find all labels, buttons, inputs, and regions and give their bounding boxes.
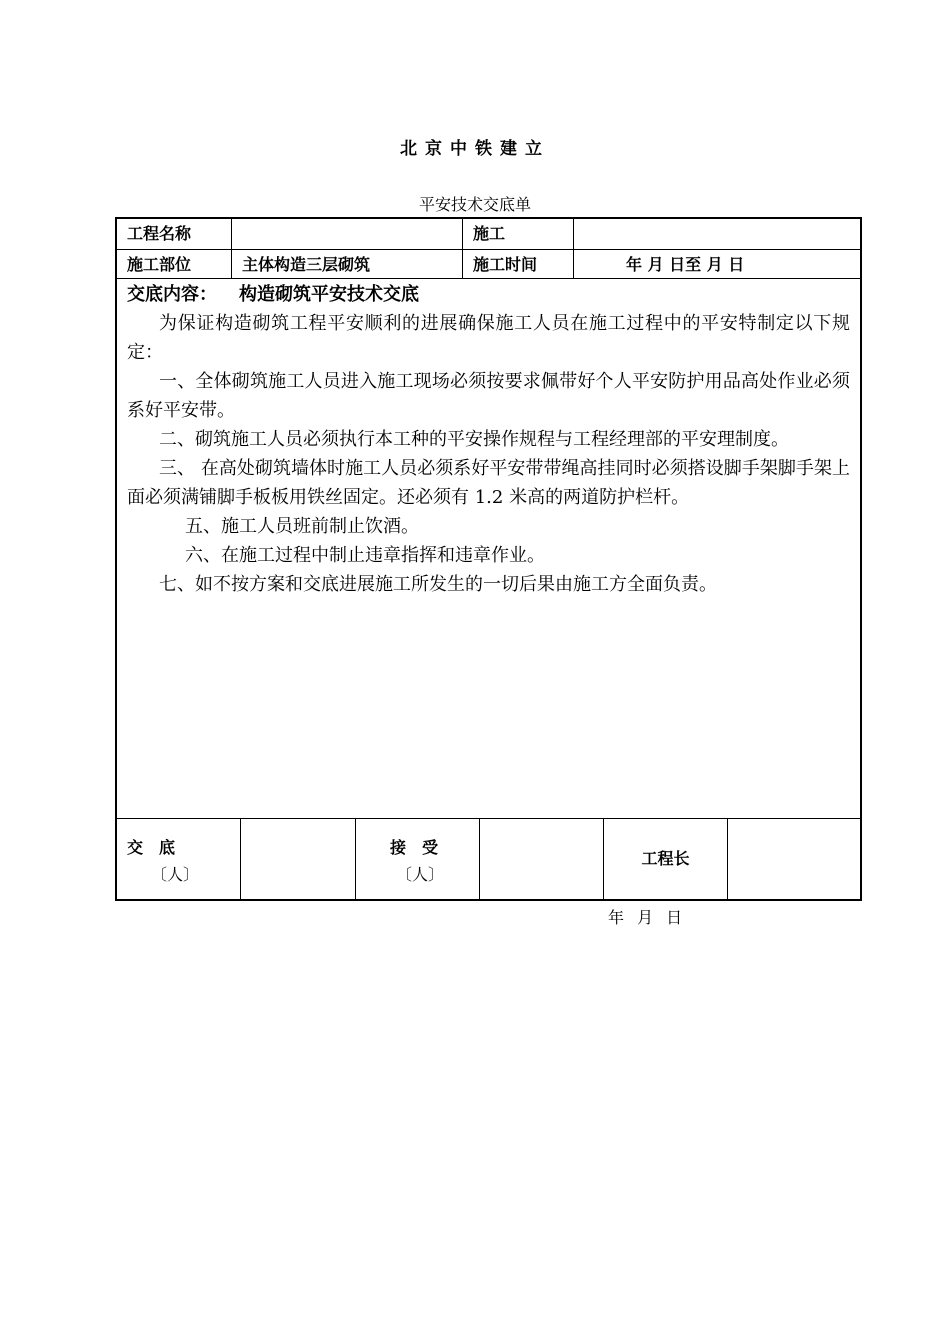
manager-label-text: 工程长 bbox=[641, 849, 690, 868]
rule-item: 七、如不按方案和交底进展施工所发生的一切后果由施工方全面负责。 bbox=[159, 574, 717, 595]
intro-paragraph: 为保证构造砌筑工程平安顺利的进展确保施工人员在施工过程中的平安特制定以下规定： bbox=[127, 313, 850, 363]
time-label: 施工时间 bbox=[463, 250, 574, 278]
receiver-label-line1: 接 受 bbox=[390, 838, 439, 857]
handover-label bbox=[117, 819, 241, 899]
receiver-label-line2: 〔人〕 bbox=[396, 865, 445, 884]
content-title: 构造砌筑平安技术交底 bbox=[239, 284, 419, 305]
project-name-label: 工程名称 bbox=[117, 219, 232, 249]
company-name: 北京中铁建立 bbox=[400, 139, 550, 159]
row-location bbox=[117, 250, 860, 279]
rule-item: 三、 在高处砌筑墙体时施工人员必须系好平安带带绳高挂同时必须搭设脚手架脚手架上面必须满铺脚手板板用铁丝固定。还必须有 1.2 米高的两道防护栏杆。 bbox=[127, 458, 850, 508]
row-project bbox=[117, 219, 860, 250]
rule-item: 六、在施工过程中制止违章指挥和违章作业。 bbox=[185, 545, 545, 566]
safety-briefing-form bbox=[115, 217, 862, 901]
handover-label-line1: 交 底 bbox=[127, 838, 176, 857]
location-label: 施工部位 bbox=[117, 250, 232, 278]
rule-item: 一、全体砌筑施工人员进入施工现场必须按要求佩带好个人平安防护用品高处作业必须系好平安带。 bbox=[127, 371, 850, 421]
signature-row bbox=[117, 819, 860, 899]
manager-label bbox=[604, 819, 728, 899]
manager-signature-field[interactable] bbox=[728, 819, 860, 899]
content-label: 交底内容： bbox=[127, 284, 217, 305]
handover-signature-field[interactable] bbox=[241, 819, 356, 899]
construction-field[interactable] bbox=[574, 219, 860, 249]
content-heading bbox=[127, 281, 850, 309]
construction-label: 施工 bbox=[463, 219, 574, 249]
time-field[interactable]: 年 月 日至 月 日 bbox=[626, 255, 745, 274]
project-name-field[interactable] bbox=[232, 219, 463, 249]
receiver-label bbox=[356, 819, 480, 899]
rule-item: 二、砌筑施工人员必须执行本工种的平安操作规程与工程经理部的平安理制度。 bbox=[159, 429, 789, 450]
form-title: 平安技术交底单 bbox=[418, 195, 531, 214]
rule-item: 五、施工人员班前制止饮酒。 bbox=[185, 516, 419, 537]
receiver-signature-field[interactable] bbox=[480, 819, 604, 899]
handover-label-line2: 〔人〕 bbox=[151, 865, 200, 884]
location-field[interactable]: 主体构造三层砌筑 bbox=[232, 250, 463, 278]
signing-date: 年 月 日 bbox=[608, 908, 683, 927]
briefing-content bbox=[117, 279, 860, 819]
